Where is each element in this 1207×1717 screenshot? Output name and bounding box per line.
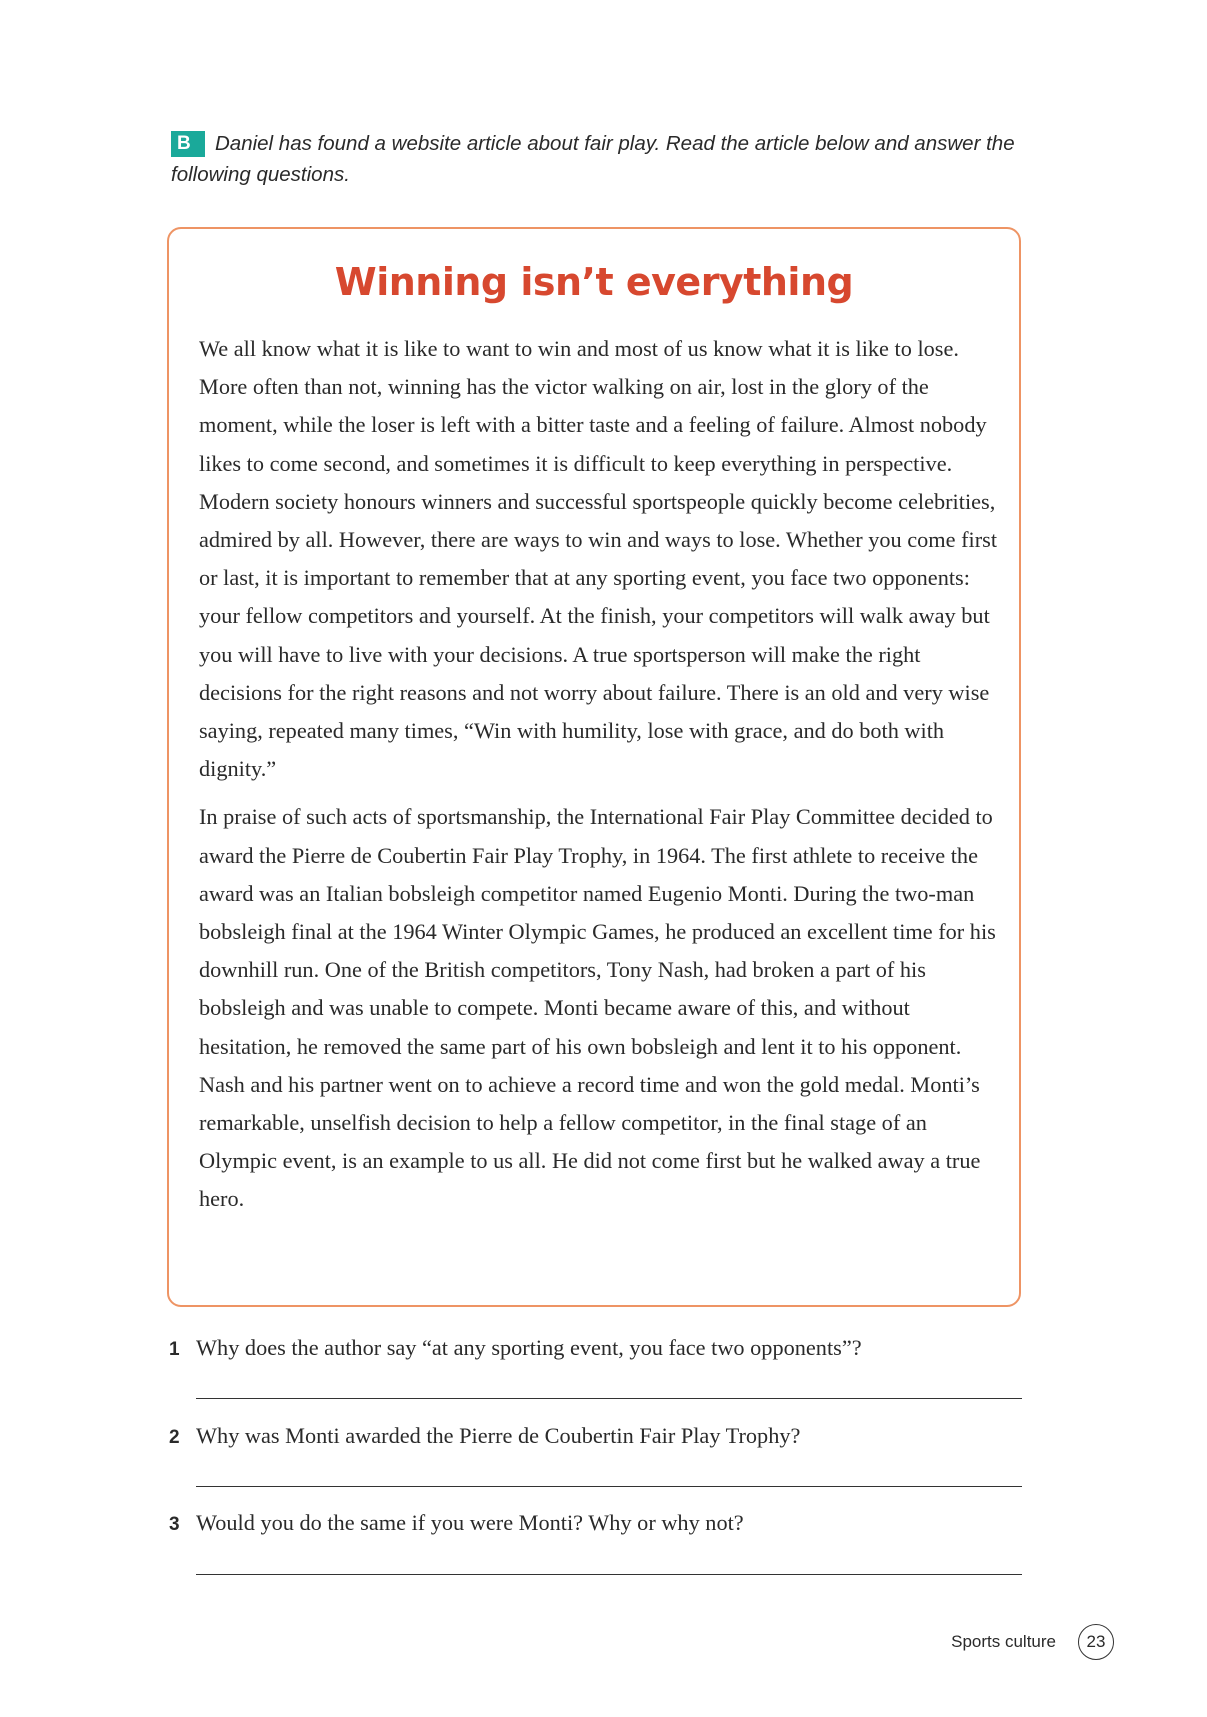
answer-line-1[interactable]: [196, 1398, 1022, 1399]
task-instruction: [171, 128, 1051, 190]
answer-line-2[interactable]: [196, 1486, 1022, 1487]
question-2: [169, 1421, 1029, 1453]
question-1-text: Why does the author say “at any sporting event, you face two opponents”?: [196, 1335, 862, 1360]
question-3-number: 3: [169, 1514, 180, 1535]
page-footer: [900, 1622, 1114, 1662]
question-1-number: 1: [169, 1339, 180, 1360]
question-3-text: Would you do the same if you were Monti? Why or why not?: [196, 1510, 744, 1535]
article-title: Winning isn’t everything: [334, 260, 854, 304]
question-2-number: 2: [169, 1427, 180, 1448]
question-2-text: Why was Monti awarded the Pierre de Coubertin Fair Play Trophy?: [196, 1423, 801, 1448]
task-label-badge: B: [171, 131, 205, 157]
section-name: Sports culture: [951, 1632, 1056, 1651]
page-number: 23: [1078, 1624, 1114, 1660]
article-paragraph-1: We all know what it is like to want to win and most of us know what it is like to lose. More often than not, winning has the victor walking on air, lost in the glory of the moment, while the loser is left with a bitter taste and a feeling of failure. Almost nobody likes to come second, and sometimes it is difficult to keep everything in perspective. Modern society honours winners and successful sportspeople quickly become celebrities, admired by all. However, there are ways to win and ways to lose. Whether you come first or last, it is important to remember that at any sporting event, you face two opponents: your fellow competitors and yourself. At the finish, your competitors will walk away but you will have to live with your decisions. A true sportsperson will make the right decisions for the right reasons and not worry about failure. There is an old and very wise saying, repeated many times, “Win with humility, lose with grace, and do both with dignity.”: [199, 336, 998, 782]
answer-line-3[interactable]: [196, 1574, 1022, 1575]
article-box: [167, 227, 1021, 1307]
question-1: [169, 1333, 1029, 1365]
instruction-text: Daniel has found a website article about fair play. Read the article below and answer the following questions.: [171, 132, 1015, 186]
article-body: [199, 330, 1005, 1229]
article-paragraph-2: In praise of such acts of sportsmanship, the International Fair Play Committee decided to award the Pierre de Coubertin Fair Play Trophy, in 1964. The first athlete to receive the award was an Italian bobsleigh competitor named Eugenio Monti. During the two-man bobsleigh final at the 1964 Winter Olympic Games, he produced an excellent time for his downhill run. One of the British competitors, Tony Nash, had broken a part of his bobsleigh and was unable to compete. Monti became aware of this, and without hesitation, he removed the same part of his own bobsleigh and lent it to his opponent. Nash and his partner went on to achieve a record time and won the gold medal. Monti’s remarkable, unselfish decision to help a fellow competitor, in the final stage of an Olympic event, is an example to us all. He did not come first but he walked away a true hero.: [199, 804, 996, 1212]
question-3: [169, 1508, 1029, 1540]
